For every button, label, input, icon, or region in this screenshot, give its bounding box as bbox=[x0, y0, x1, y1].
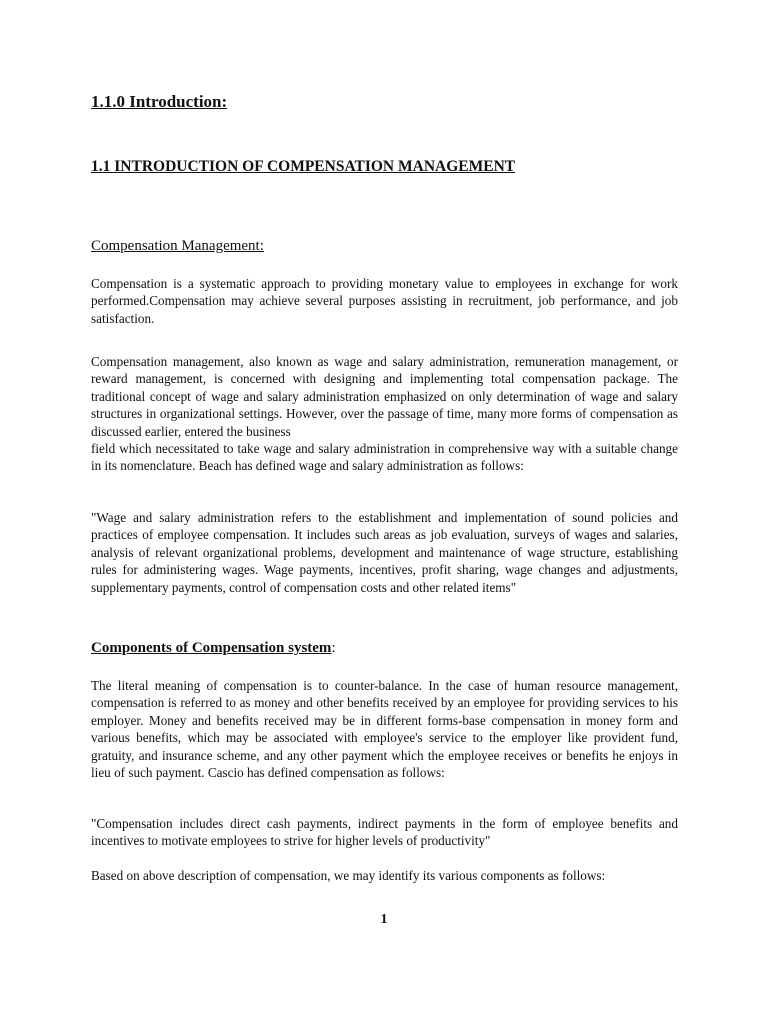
paragraph-components-intro: Based on above description of compensation, we may identify its various components as follows: bbox=[91, 868, 606, 883]
page-number: 1 bbox=[380, 912, 388, 927]
section-heading-compensation-management: 1.1 INTRODUCTION OF COMPENSATION MANAGEMENT bbox=[91, 158, 516, 175]
subheading-components-text: Components of Compensation system bbox=[91, 640, 332, 656]
paragraph-compensation-management-b: field which necessitated to take wage and salary administration in comprehensive way with a suitable change in its nomenclature. Beach has defined wage and salary administration as follows: bbox=[91, 441, 678, 474]
paragraph-definition: Compensation is a systematic approach to providing monetary value to employees in exchange for work performed.Compensation may achieve several purposes assisting in recruitment, job performance, and job satisfaction. bbox=[91, 276, 678, 326]
section-heading-introduction: 1.1.0 Introduction: bbox=[91, 92, 228, 111]
subheading-components-colon: : bbox=[331, 640, 336, 656]
paragraph-compensation-management-a: Compensation management, also known as wage and salary administration, remuneration management, or reward management, is concerned with designing and implementing total compensation package. The traditional concept of wage and salary administration emphasized on only determination of wage and salary structures in organizational settings. However, over the passage of time, many more forms of compensation as discussed earlier, entered the business bbox=[91, 354, 678, 439]
subheading-compensation-management bbox=[91, 238, 678, 255]
quote-beach-definition: "Wage and salary administration refers to the establishment and implementation of sound policies and practices of employee compensation. It includes such areas as job evaluation, surveys of wages and salaries, analysis of relevant organizational problems, development and maintenance of wage structure, establishing rules for administering wages. Wage payments, incentives, profit sharing, wage changes and adjustments, supplementary payments, control of compensation costs and other related items" bbox=[91, 510, 678, 595]
quote-cascio-definition: "Compensation includes direct cash payments, indirect payments in the form of employee benefits and incentives to motivate employees to strive for higher levels of productivity" bbox=[91, 816, 678, 849]
subheading-components bbox=[91, 640, 678, 657]
paragraph-literal-meaning: The literal meaning of compensation is to counter-balance. In the case of human resource management, compensation is referred to as money and other benefits received by an employee for providing services to his employer. Money and benefits received may be in different forms-base compensation in money form and various benefits, which may be associated with employee's service to the employer like provident fund, gratuity, and insurance scheme, and any other payment which the employee receives or benefits he enjoys in lieu of such payment. Cascio has defined compensation as follows: bbox=[91, 678, 678, 781]
subheading-compensation-management-text: Compensation Management: bbox=[91, 238, 264, 254]
